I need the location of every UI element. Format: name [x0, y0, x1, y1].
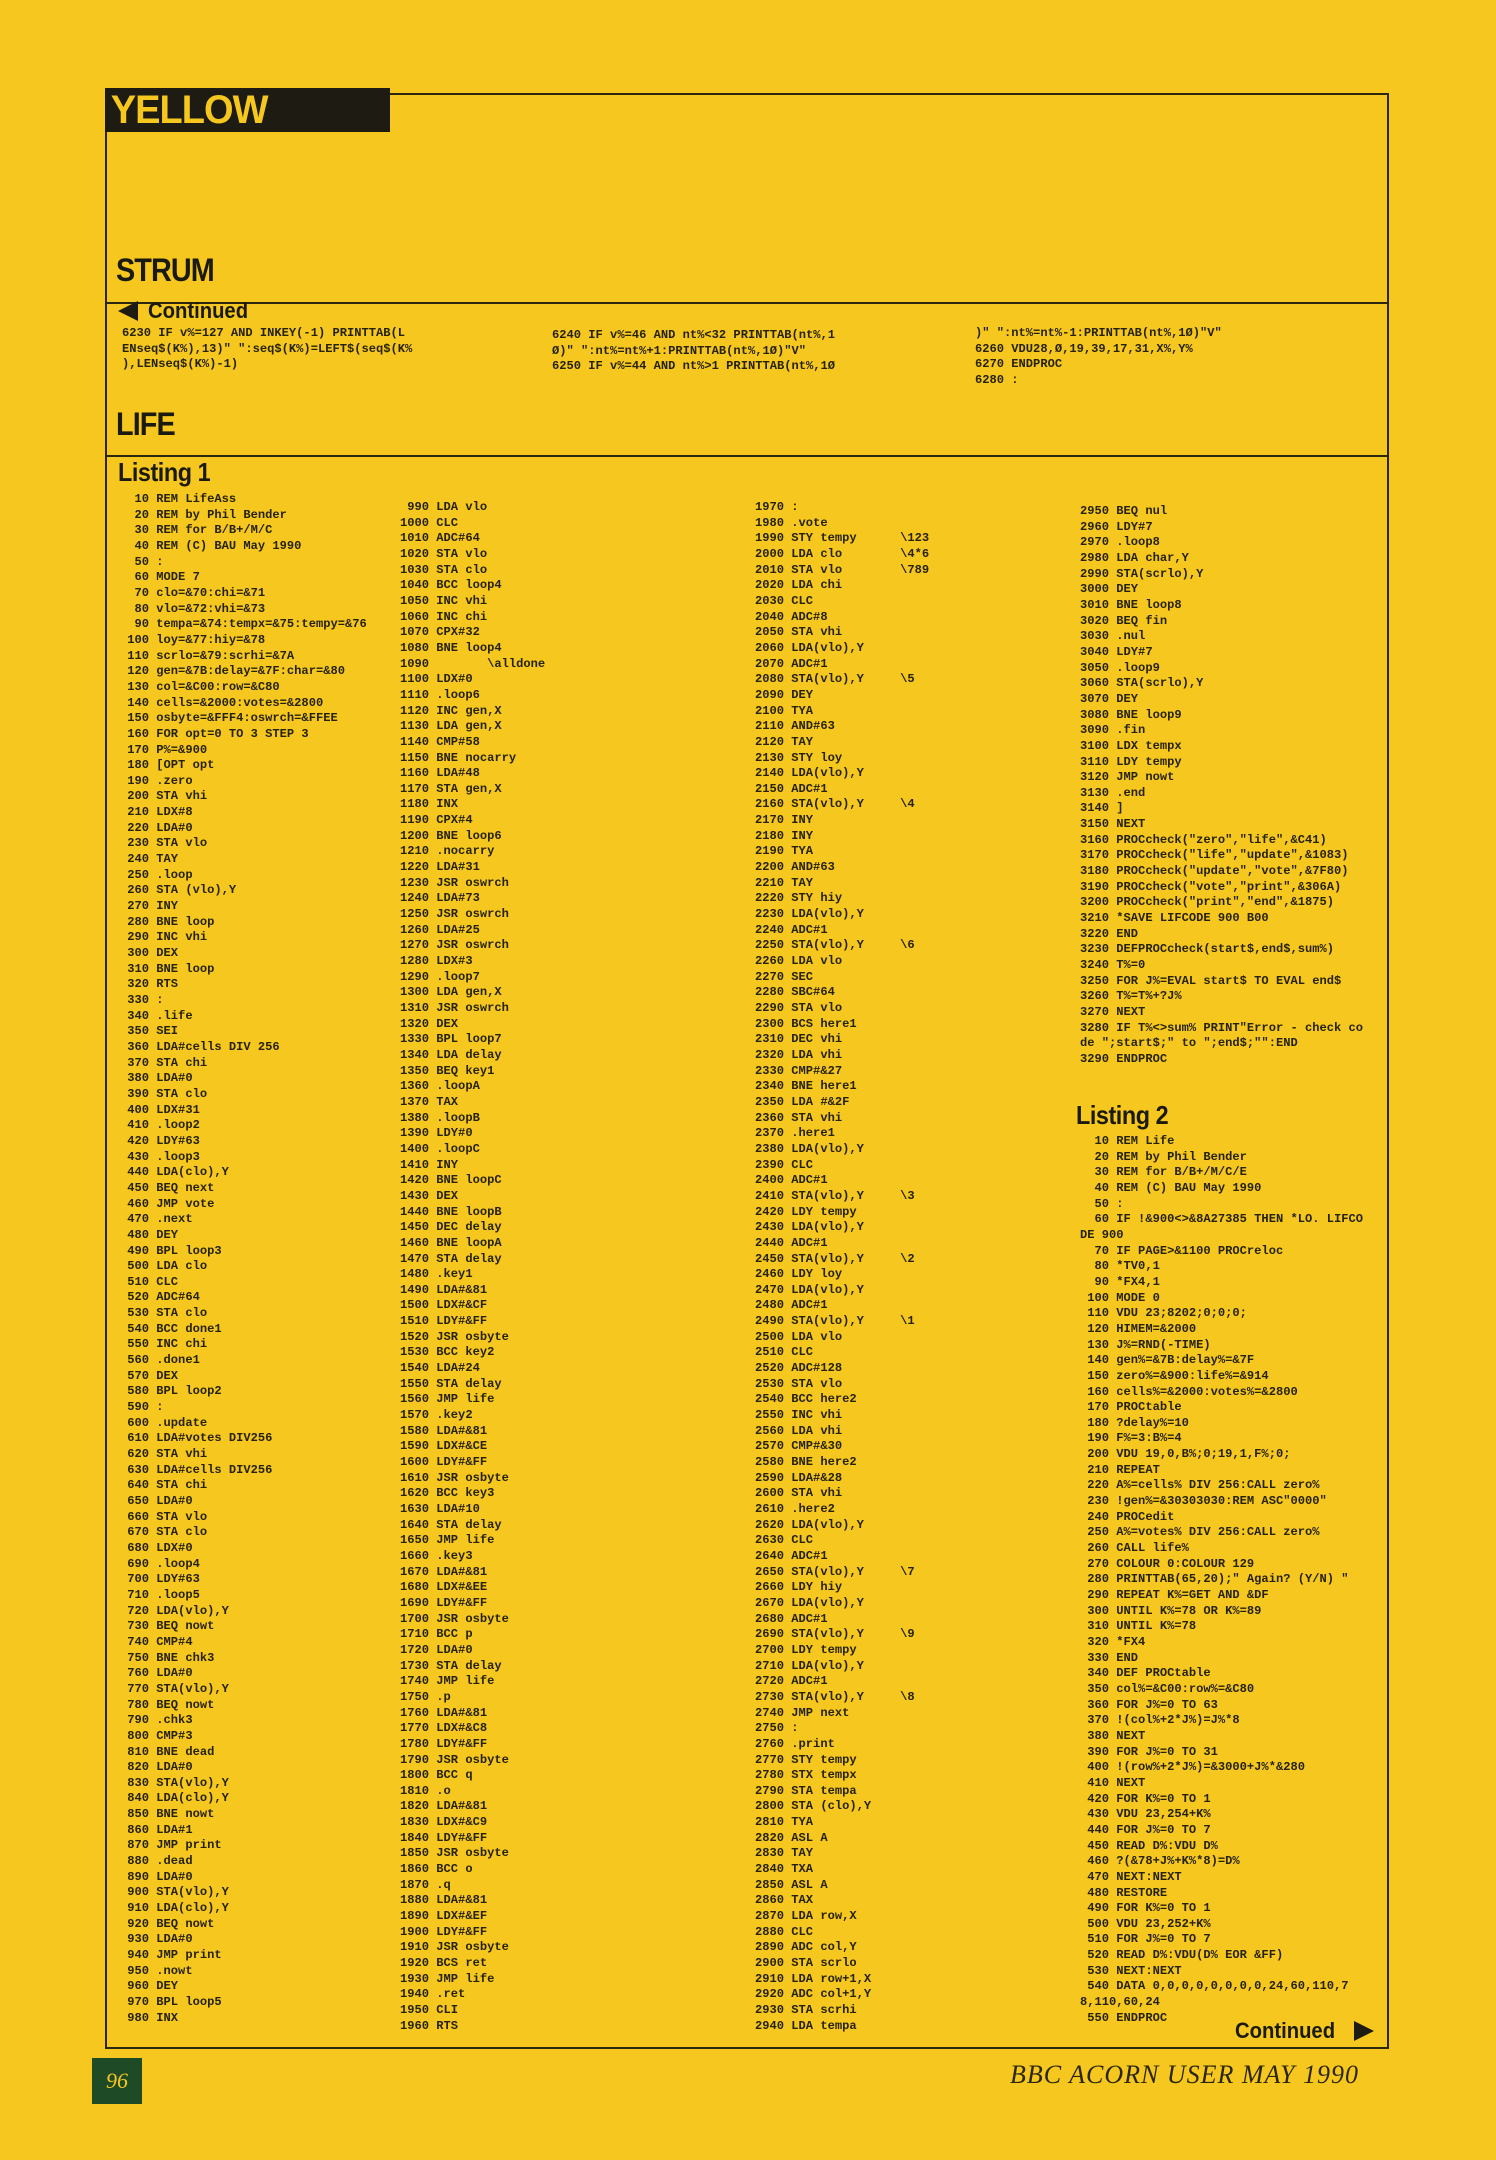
- divider-life-top: [105, 455, 1389, 457]
- listing2-title: Listing 2: [1076, 1100, 1169, 1130]
- life-code-listing2: 10 REM Life 20 REM by Phil Bender 30 REM for B/B+/M/C/E 40 REM (C) BAU May 1990 50 : 60 IF !&900<>&8A27385 THEN *LO. LIFCO DE 900 70 IF PAGE>&1100 PROCreloc 80 *TV0,1 90 *FX4,1 100 MODE 0 110 VDU 23;8202;0;0;0; 120 HIMEM=&2000 130 J%=RND(-TIME) 140 gen%=&7B:delay%=&7F 150 zero%=&900:life%=&914 160 cells%=&2000:votes%=&2800 170 PROCtable 180 ?delay%=10 190 F%=3:B%=4 200 VDU 19,0,B%;0;19,1,F%;0; 210 REPEAT 220 A%=cells% DIV 256:CALL zero% 230 !gen%=&30303030:REM ASC"0000" 240 PROCedit 250 A%=votes% DIV 256:CALL zero% 260 CALL life% 270 COLOUR 0:COLOUR 129 280 PRINTTAB(65,20);" Again? (Y/N) " 290 REPEAT K%=GET AND &DF 300 UNTIL K%=78 OR K%=89 310 UNTIL K%=78 320 *FX4 330 END 340 DEF PROCtable 350 col%=&C00:row%=&C80 360 FOR J%=0 TO 63 370 !(col%+2*J%)=J%*8 380 NEXT 390 FOR J%=0 TO 31 400 !(row%+2*J%)=&3000+J%*&280 410 NEXT 420 FOR K%=0 TO 1 430 VDU 23,254+K% 440 FOR J%=0 TO 7 450 READ D%:VDU D% 460 ?(&78+J%+K%*8)=D% 470 NEXT:NEXT 480 RESTORE 490 FOR K%=0 TO 1 500 VDU 23,252+K% 510 FOR J%=0 TO 7 520 READ D%:VDU(D% EOR &FF) 530 NEXT:NEXT 540 DATA 0,0,0,0,0,0,0,0,24,60,110,7 8,110,60,24 550 ENDPROC: [1080, 1134, 1364, 2025]
- listing1-title: Listing 1: [118, 457, 211, 487]
- life-code-col3: 1970 : 1980 .vote 1990 STY tempy \123 2000 LDA clo \4*6 2010 STA vlo \789 2020 LDA chi 2030 CLC 2040 ADC#8 2050 STA vhi 2060 LDA(vlo),Y 2070 ADC#1 2080 STA(vlo),Y \5 2090 DEY 2100 TYA 2110 AND#63 2120 TAY 2130 STY loy 2140 LDA(vlo),Y 2150 ADC#1 2160 STA(vlo),Y \4 2170 INY 2180 INY 2190 TYA 2200 AND#63 2210 TAY 2220 STY hiy 2230 LDA(vlo),Y 2240 ADC#1 2250 STA(vlo),Y \6 2260 LDA vlo 2270 SEC 2280 SBC#64 2290 STA vlo 2300 BCS here1 2310 DEC vhi 2320 LDA vhi 2330 CMP#&27 2340 BNE here1 2350 LDA #&2F 2360 STA vhi 2370 .here1 2380 LDA(vlo),Y 2390 CLC 2400 ADC#1 2410 STA(vlo),Y \3 2420 LDY tempy 2430 LDA(vlo),Y 2440 ADC#1 2450 STA(vlo),Y \2 2460 LDY loy 2470 LDA(vlo),Y 2480 ADC#1 2490 STA(vlo),Y \1 2500 LDA vlo 2510 CLC 2520 ADC#128 2530 STA vlo 2540 BCC here2 2550 INC vhi 2560 LDA vhi 2570 CMP#&30 2580 BNE here2 2590 LDA#&28 2600 STA vhi 2610 .here2 2620 LDA(vlo),Y 2630 CLC 2640 ADC#1 2650 STA(vlo),Y \7 2660 LDY hiy 2670 LDA(vlo),Y 2680 ADC#1 2690 STA(vlo),Y \9 2700 LDY tempy 2710 LDA(vlo),Y 2720 ADC#1 2730 STA(vlo),Y \8 2740 JMP next 2750 : 2760 .print 2770 STY tempy 2780 STX tempx 2790 STA tempa 2800 STA (clo),Y 2810 TYA 2820 ASL A 2830 TAY 2840 TXA 2850 ASL A 2860 TAX 2870 LDA row,X 2880 CLC 2890 ADC col,Y 2900 STA scrlo 2910 LDA row+1,X 2920 ADC col+1,Y 2930 STA scrhi 2940 LDA tempa: [755, 500, 930, 2033]
- strum-code-col3: )" ":nt%=nt%-1:PRINTTAB(nt%,1Ø)"V" 6260 VDU28,Ø,19,39,17,31,X%,Y% 6270 ENDPROC 6280 :: [975, 326, 1222, 387]
- strum-code-col2: 6240 IF v%=46 AND nt%<32 PRINTTAB(nt%,1 Ø)" ":nt%=nt%+1:PRINTTAB(nt%,1Ø)"V" 6250 IF v%=44 AND nt%>1 PRINTTAB(nt%,1Ø: [552, 328, 836, 374]
- life-code-col4: 2950 BEQ nul 2960 LDY#7 2970 .loop8 2980 LDA char,Y 2990 STA(scrlo),Y 3000 DEY 3010 BNE loop8 3020 BEQ fin 3030 .nul 3040 LDY#7 3050 .loop9 3060 STA(scrlo),Y 3070 DEY 3080 BNE loop9 3090 .fin 3100 LDX tempx 3110 LDY tempy 3120 JMP nowt 3130 .end 3140 ] 3150 NEXT 3160 PROCcheck("zero","life",&C41) 3170 PROCcheck("life","update",&1083) 3180 PROCcheck("update","vote",&7F80) 3190 PROCcheck("vote","print",&306A) 3200 PROCcheck("print","end",&1875) 3210 *SAVE LIFCODE 900 B00 3220 END 3230 DEFPROCcheck(start$,end$,sum%) 3240 T%=0 3250 FOR J%=EVAL start$ TO EVAL end$ 3260 T%=T%+?J% 3270 NEXT 3280 IF T%<>sum% PRINT"Error - check co de ";start$;" to ";end$;"":END 3290 ENDPROC: [1080, 504, 1364, 1066]
- magazine-footer: BBC ACORN USER MAY 1990: [1010, 2060, 1359, 2089]
- page-number: 96: [92, 2058, 142, 2104]
- continued-label: Continued: [1235, 2018, 1336, 2043]
- arrow-right-icon: [1354, 2021, 1374, 2041]
- strum-title: STRUM: [116, 252, 214, 288]
- strum-code-col1: 6230 IF v%=127 AND INKEY(-1) PRINTTAB(L ENseq$(K%),13)" ":seq$(K%)=LEFT$(seq$(K% ),LENseq$(K%)-1): [122, 326, 413, 372]
- arrow-left-icon: [118, 301, 138, 321]
- life-code-col2: 990 LDA vlo 1000 CLC 1010 ADC#64 1020 STA vlo 1030 STA clo 1040 BCC loop4 1050 INC vhi 1060 INC chi 1070 CPX#32 1080 BNE loop4 1090 \alldone 1100 LDX#0 1110 .loop6 1120 INC gen,X 1130 LDA gen,X 1140 CMP#58 1150 BNE nocarry 1160 LDA#48 1170 STA gen,X 1180 INX 1190 CPX#4 1200 BNE loop6 1210 .nocarry 1220 LDA#31 1230 JSR oswrch 1240 LDA#73 1250 JSR oswrch 1260 LDA#25 1270 JSR oswrch 1280 LDX#3 1290 .loop7 1300 LDA gen,X 1310 JSR oswrch 1320 DEX 1330 BPL loop7 1340 LDA delay 1350 BEQ key1 1360 .loopA 1370 TAX 1380 .loopB 1390 LDY#0 1400 .loopC 1410 INY 1420 BNE loopC 1430 DEX 1440 BNE loopB 1450 DEC delay 1460 BNE loopA 1470 STA delay 1480 .key1 1490 LDA#&81 1500 LDX#&CF 1510 LDY#&FF 1520 JSR osbyte 1530 BCC key2 1540 LDA#24 1550 STA delay 1560 JMP life 1570 .key2 1580 LDA#&81 1590 LDX#&CE 1600 LDY#&FF 1610 JSR osbyte 1620 BCC key3 1630 LDA#10 1640 STA delay 1650 JMP life 1660 .key3 1670 LDA#&81 1680 LDX#&EE 1690 LDY#&FF 1700 JSR osbyte 1710 BCC p 1720 LDA#0 1730 STA delay 1740 JMP life 1750 .p 1760 LDA#&81 1770 LDX#&C8 1780 LDY#&FF 1790 JSR osbyte 1800 BCC q 1810 .o 1820 LDA#&81 1830 LDX#&C9 1840 LDY#&FF 1850 JSR osbyte 1860 BCC o 1870 .q 1880 LDA#&81 1890 LDX#&EF 1900 LDY#&FF 1910 JSR osbyte 1920 BCS ret 1930 JMP life 1940 .ret 1950 CLI 1960 RTS: [400, 500, 546, 2033]
- masthead: YELLOW PAGES: [105, 88, 390, 132]
- life-code-col1: 10 REM LifeAss 20 REM by Phil Bender 30 REM for B/B+/M/C 40 REM (C) BAU May 1990 50 : 60 MODE 7 70 clo=&70:chi=&71 80 vlo=&72:vhi=&73 90 tempa=&74:tempx=&75:tempy=&76 100 loy=&77:hiy=&78 110 scrlo=&79:scrhi=&7A 120 gen=&7B:delay=&7F:char=&80 130 col=&C00:row=&C80 140 cells=&2000:votes=&2800 150 osbyte=&FFF4:oswrch=&FFEE 160 FOR opt=0 TO 3 STEP 3 170 P%=&900 180 [OPT opt 190 .zero 200 STA vhi 210 LDX#8 220 LDA#0 230 STA vlo 240 TAY 250 .loop 260 STA (vlo),Y 270 INY 280 BNE loop 290 INC vhi 300 DEX 310 BNE loop 320 RTS 330 : 340 .life 350 SEI 360 LDA#cells DIV 256 370 STA chi 380 LDA#0 390 STA clo 400 LDX#31 410 .loop2 420 LDY#63 430 .loop3 440 LDA(clo),Y 450 BEQ next 460 JMP vote 470 .next 480 DEY 490 BPL loop3 500 LDA clo 510 CLC 520 ADC#64 530 STA clo 540 BCC done1 550 INC chi 560 .done1 570 DEX 580 BPL loop2 590 : 600 .update 610 LDA#votes DIV256 620 STA vhi 630 LDA#cells DIV256 640 STA chi 650 LDA#0 660 STA vlo 670 STA clo 680 LDX#0 690 .loop4 700 LDY#63 710 .loop5 720 LDA(vlo),Y 730 BEQ nowt 740 CMP#4 750 BNE chk3 760 LDA#0 770 STA(vlo),Y 780 BEQ nowt 790 .chk3 800 CMP#3 810 BNE dead 820 LDA#0 830 STA(vlo),Y 840 LDA(clo),Y 850 BNE nowt 860 LDA#1 870 JMP print 880 .dead 890 LDA#0 900 STA(vlo),Y 910 LDA(clo),Y 920 BEQ nowt 930 LDA#0 940 JMP print 950 .nowt 960 DEY 970 BPL loop5 980 INX: [127, 492, 367, 2025]
- life-title: LIFE: [116, 406, 175, 442]
- life-continued: [1235, 2018, 1374, 2044]
- strum-continued: [118, 298, 257, 324]
- divider-strum-top: [105, 302, 1389, 304]
- continued-label: Continued: [148, 298, 249, 323]
